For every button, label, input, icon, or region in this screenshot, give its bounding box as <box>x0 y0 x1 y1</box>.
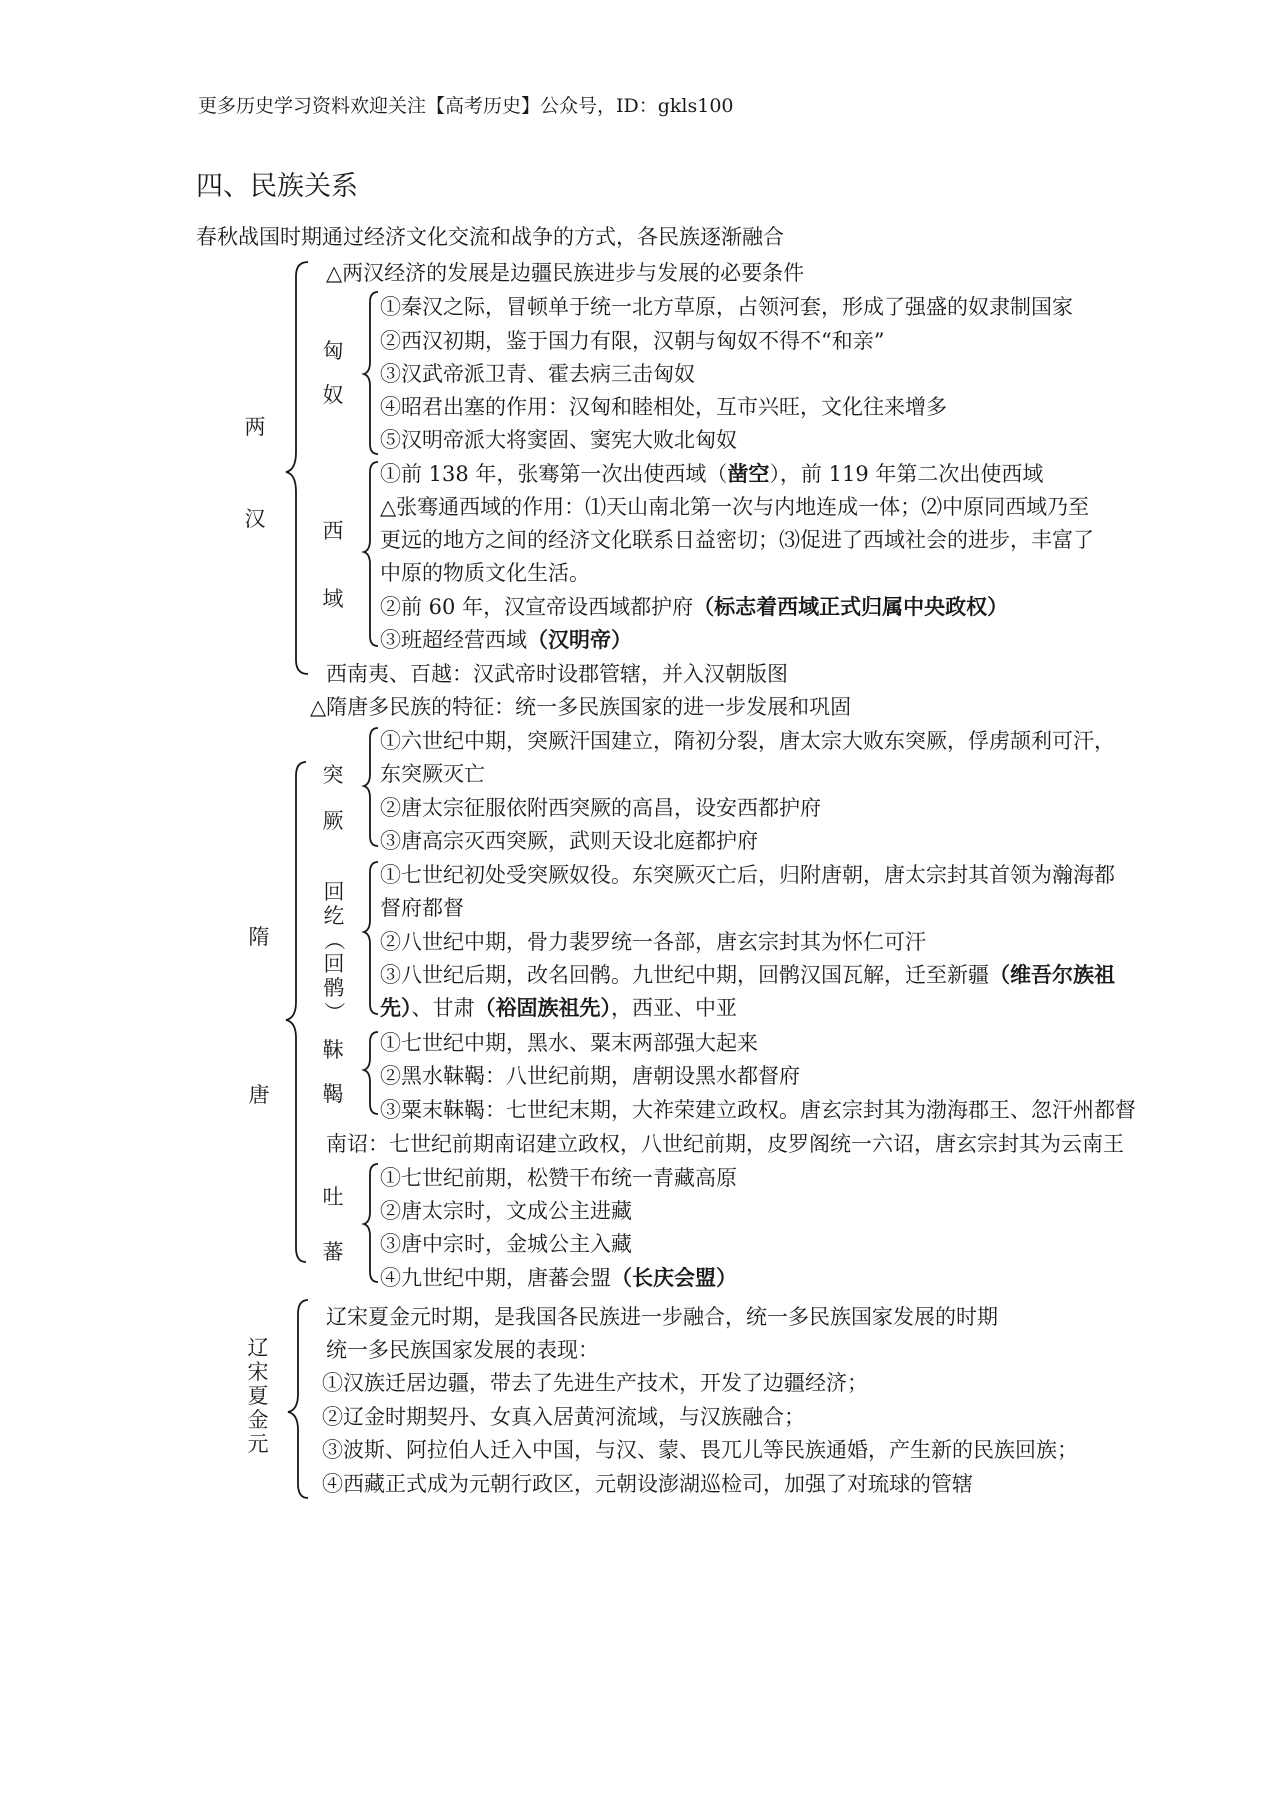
huihe-item-3b <box>380 995 737 1021</box>
huihe-item-1b: 督府都督 <box>380 896 464 920</box>
xiyu-item-3-bold: （汉明帝） <box>527 628 632 652</box>
suitang-label-1: 隋 <box>248 925 270 949</box>
liao-label-1: 辽 <box>247 1336 269 1360</box>
xiongnu-item-2: ②西汉初期，鉴于国力有限，汉朝与匈奴不得不“和亲” <box>380 329 885 353</box>
xiyu-item-1-post: ），前 119 年第二次出使西域 <box>769 462 1044 486</box>
xiongnu-label-1: 匈 <box>322 339 344 363</box>
liao-label-5: 元 <box>247 1432 269 1456</box>
tujue-label-1: 突 <box>322 763 344 787</box>
huihe-label-4: 回 <box>323 952 345 976</box>
xiyu-item-2-pre: ②前 60 年，汉宣帝设西域都护府 <box>380 595 694 619</box>
xiyu-item-2-bold: （标志着西域正式归属中央政权） <box>693 595 1009 619</box>
tubo-item-4-pre: ④九世纪中期，唐蕃会盟 <box>380 1266 611 1290</box>
xiyu-role-3: 中原的物质文化生活。 <box>380 561 590 585</box>
tujue-label-2: 厥 <box>322 809 344 833</box>
tubo-item-2: ②唐太宗时，文成公主进藏 <box>380 1199 632 1223</box>
huihe-item-3a <box>380 962 1115 988</box>
xiongnu-label-2: 奴 <box>322 383 344 407</box>
tujue-brace <box>364 728 378 846</box>
tubo-label-2: 蕃 <box>322 1240 344 1264</box>
nanzhao-text: 南诏：七世纪前期南诏建立政权，八世纪前期，皮罗阁统一六诏，唐玄宗封其为云南王 <box>326 1132 1124 1156</box>
huihe-label-1: 回 <box>323 880 345 904</box>
mohe-item-2: ②黑水靺鞨：八世纪前期，唐朝设黑水都督府 <box>380 1064 800 1088</box>
xiongnu-item-4: ④昭君出塞的作用：汉匈和睦相处，互市兴旺，文化往来增多 <box>380 395 947 419</box>
suitang-premise: △隋唐多民族的特征：统一多民族国家的进一步发展和巩固 <box>310 695 852 719</box>
mohe-brace <box>364 1032 378 1114</box>
xiyu-item-3 <box>380 627 632 653</box>
han-label-2: 汉 <box>244 507 266 531</box>
mohe-label-2: 鞨 <box>322 1082 344 1106</box>
huihe-label-3: （ <box>322 929 346 951</box>
section-title: 四、民族关系 <box>196 171 358 202</box>
liao-line-5: ③波斯、阿拉伯人迁入中国，与汉、蒙、畏兀儿等民族通婚，产生新的民族回族； <box>322 1438 1078 1462</box>
liao-brace <box>288 1300 308 1498</box>
xiyu-item-1-bold: 凿空 <box>727 462 770 486</box>
tubo-brace <box>364 1164 378 1282</box>
mohe-label-1: 靺 <box>322 1038 344 1062</box>
tubo-item-1: ①七世纪前期，松赞干布统一青藏高原 <box>380 1166 737 1190</box>
huihe-item-3a-pre: ③八世纪后期，改名回鹘。九世纪中期，回鹘汉国瓦解，迁至新疆 <box>380 963 989 987</box>
xiyu-brace <box>364 462 378 646</box>
mohe-item-3: ③粟末靺鞨：七世纪末期，大祚荣建立政权。唐玄宗封其为渤海郡王、忽汗州都督 <box>380 1098 1136 1122</box>
huihe-item-2: ②八世纪中期，骨力裴罗统一各部，唐玄宗封其为怀仁可汗 <box>380 930 926 954</box>
han-brace <box>286 262 308 674</box>
huihe-label <box>320 880 348 1024</box>
tubo-item-4 <box>380 1265 737 1291</box>
tubo-item-3: ③唐中宗时，金城公主入藏 <box>380 1232 632 1256</box>
xiyu-role-2: 更远的地方之间的经济文化联系日益密切；⑶促进了西域社会的进步，丰富了 <box>380 528 1094 552</box>
huihe-item-3b-bold1: 先） <box>380 996 412 1020</box>
mohe-item-1: ①七世纪中期，黑水、粟末两部强大起来 <box>380 1031 758 1055</box>
han-southwest: 西南夷、百越：汉武帝时设郡管辖，并入汉朝版图 <box>326 662 788 686</box>
xiyu-label-2: 域 <box>322 587 344 611</box>
liao-label <box>244 1336 272 1456</box>
huihe-item-3b-bold2: （裕固族祖先） <box>474 996 611 1020</box>
liao-label-4: 金 <box>247 1408 269 1432</box>
tujue-item-3: ③唐高宗灭西突厥，武则天设北庭都护府 <box>380 829 758 853</box>
huihe-label-6: ） <box>322 1001 346 1023</box>
suitang-brace <box>286 762 306 1262</box>
xiyu-label-1: 西 <box>322 519 344 543</box>
tubo-label-1: 吐 <box>322 1185 344 1209</box>
xiyu-item-1 <box>380 461 1043 487</box>
liao-line-1: 辽宋夏金元时期，是我国各民族进一步融合，统一多民族国家发展的时期 <box>326 1305 998 1329</box>
page-header: 更多历史学习资料欢迎关注【高考历史】公众号，ID：gkls100 <box>198 95 734 117</box>
tujue-item-1b: 东突厥灭亡 <box>380 762 485 786</box>
suitang-label-2: 唐 <box>248 1083 270 1107</box>
liao-label-3: 夏 <box>247 1384 269 1408</box>
xiongnu-brace <box>364 292 378 454</box>
huihe-item-3a-bold: （维吾尔族祖 <box>989 963 1115 987</box>
liao-line-2: 统一多民族国家发展的表现： <box>326 1338 599 1362</box>
xiyu-item-2 <box>380 594 1008 620</box>
xiongnu-item-3: ③汉武帝派卫青、霍去病三击匈奴 <box>380 362 695 386</box>
tujue-item-2: ②唐太宗征服依附西突厥的高昌，设安西都护府 <box>380 796 821 820</box>
liao-label-2: 宋 <box>247 1360 269 1384</box>
xiyu-item-1-pre: ①前 138 年，张骞第一次出使西域（ <box>380 462 728 486</box>
han-label-1: 两 <box>244 415 266 439</box>
han-premise: △两汉经济的发展是边疆民族进步与发展的必要条件 <box>326 261 805 285</box>
xiyu-role-1: △张骞通西域的作用：⑴天山南北第一次与内地连成一体；⑵中原同西域乃至 <box>380 495 1090 519</box>
liao-line-3: ①汉族迁居边疆，带去了先进生产技术，开发了边疆经济； <box>322 1371 868 1395</box>
huihe-item-1a: ①七世纪初处受突厥奴役。东突厥灭亡后，归附唐朝，唐太宗封其首领为瀚海都 <box>380 863 1115 887</box>
liao-line-6: ④西藏正式成为元朝行政区，元朝设澎湖巡检司，加强了对琉球的管辖 <box>322 1472 973 1496</box>
tubo-item-4-bold: （长庆会盟） <box>611 1266 737 1290</box>
xiongnu-item-1: ①秦汉之际，冒顿单于统一北方草原，占领河套，形成了强盛的奴隶制国家 <box>380 295 1073 319</box>
xiongnu-item-5: ⑤汉明帝派大将窦固、窦宪大败北匈奴 <box>380 428 737 452</box>
xiyu-item-3-pre: ③班超经营西域 <box>380 628 527 652</box>
huihe-item-3b-mid: 、甘肃 <box>411 996 475 1020</box>
huihe-item-3b-post: ，西亚、中亚 <box>611 996 737 1020</box>
intro-text: 春秋战国时期通过经济文化交流和战争的方式，各民族逐渐融合 <box>196 225 784 249</box>
huihe-brace <box>364 862 378 1014</box>
liao-line-4: ②辽金时期契丹、女真入居黄河流域，与汉族融合； <box>322 1405 805 1429</box>
huihe-label-2: 纥 <box>323 904 345 928</box>
huihe-label-5: 鹘 <box>323 976 345 1000</box>
tujue-item-1a: ①六世纪中期，突厥汗国建立，隋初分裂，唐太宗大败东突厥，俘虏颉利可汗， <box>380 729 1115 753</box>
